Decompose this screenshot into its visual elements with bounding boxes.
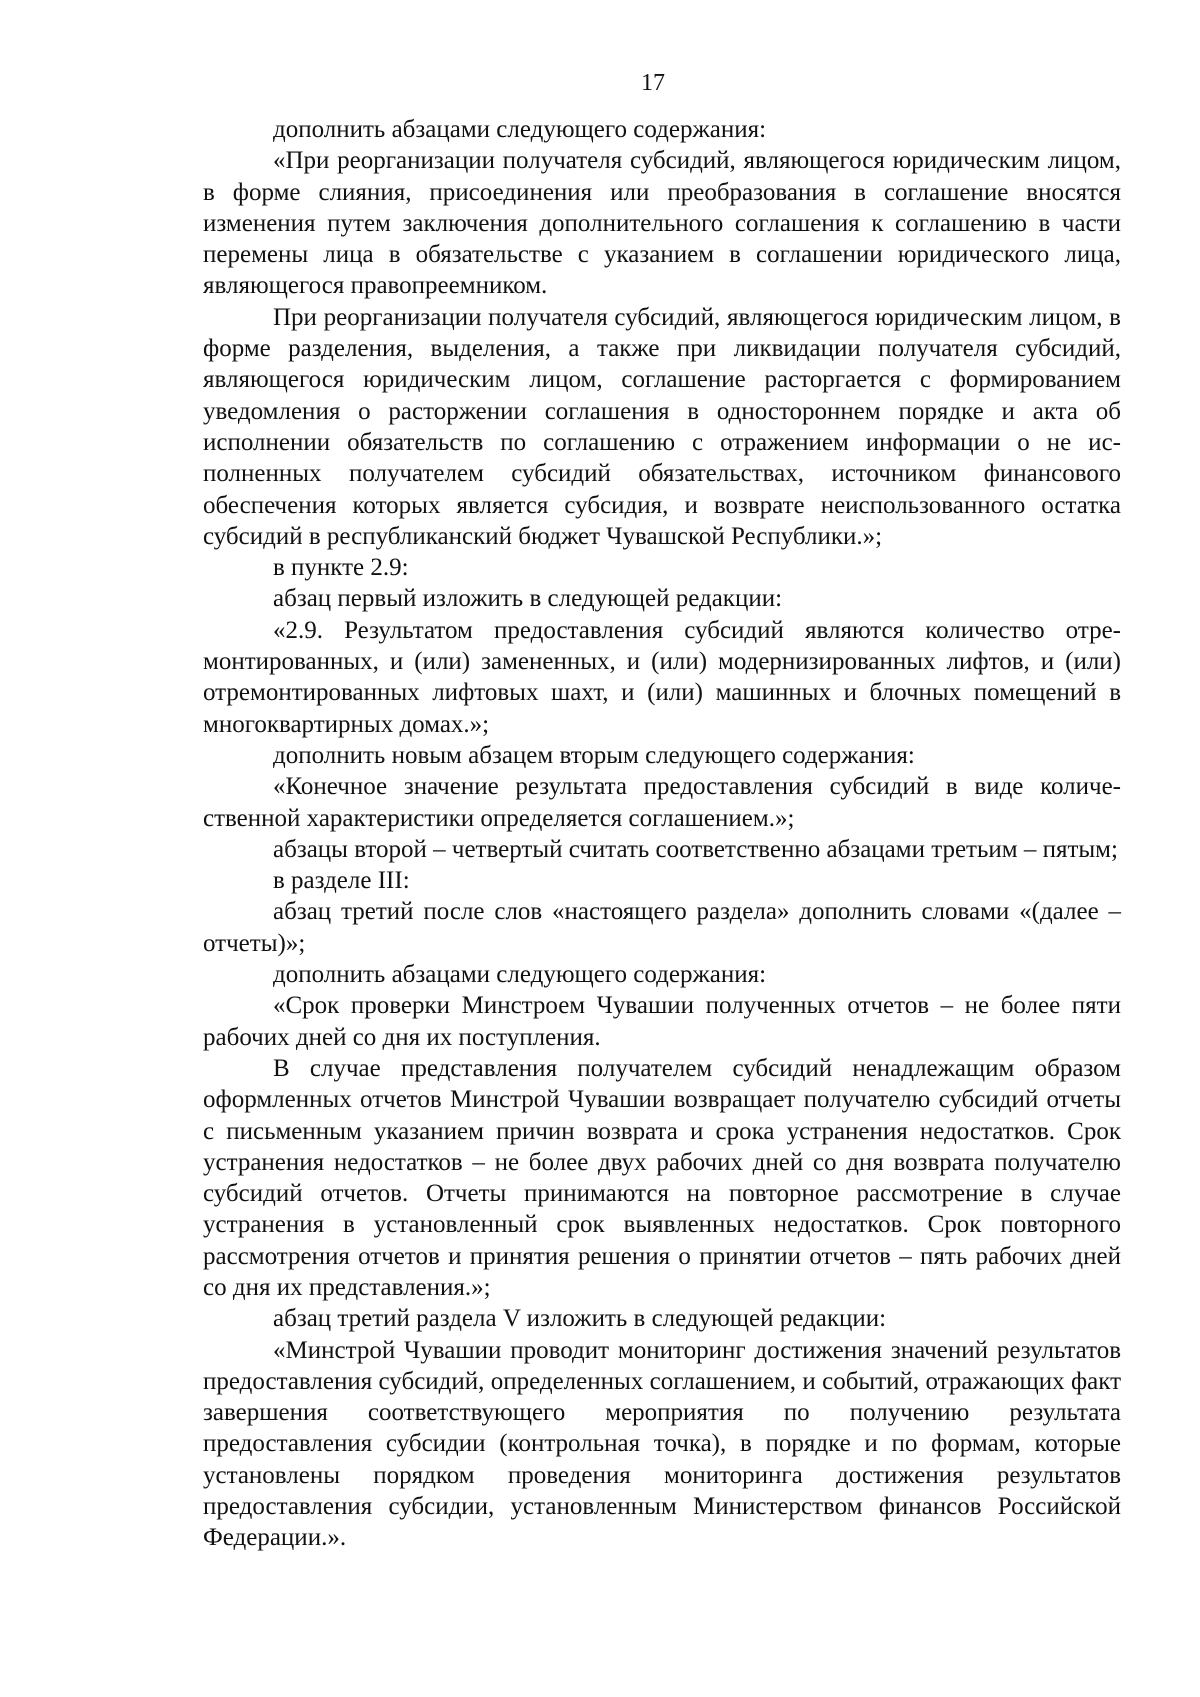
paragraph: абзац третий раздела V изложить в следующей редакции:: [273, 1305, 887, 1333]
paragraph: абзац третий после слов «настоящего раздела» дополнить словами «(далее – отчеты)»;: [203, 898, 1121, 957]
paragraph: «Минстрой Чувашии проводит мониторинг достижения значений результатов предоставления субсидий, определенных соглашением, и событий, отражающих факт завершения соответствующего мероприятия по получению результата предоставления субсидии (контрольная точка), в порядке и по формам, которые установлены порядком проведения мониторинга достижения результатов предоставления субсидии, установленным Министерством финансов Российской Федерации.».: [203, 1336, 1121, 1552]
paragraph: «2.9. Результатом предоставления субсидий являются количество отремонтированных, и (или) замененных, и (или) модернизированных лифтов, и (или) отремонтированных лифтовых шахт, и (или) машинных и блочных помещений в многоквартирных домах.»;: [203, 616, 1121, 738]
paragraph: дополнить абзацами следующего содержания:: [273, 961, 767, 989]
paragraph: дополнить новым абзацем вторым следующего содержания:: [273, 741, 915, 769]
paragraph: «Срок проверки Минстроем Чувашии полученных отчетов – не более пяти рабочих дней со дня их поступления.: [203, 992, 1121, 1051]
paragraph: При реорганизации получателя субсидий, являющегося юридическим лицом, в форме разделения, выделения, а также при ликвидации получателя субсидий, являющегося юридическим лицом, соглашение расторгается с формированием уведомления о расторжении соглашения в одностороннем порядке и акта об исполнении обязательств по соглашению с отражением информации о не исполненных получателем субсидий обязательствах, источником финансового обеспечения которых является субсидия, и возврате неиспользованного остатка субсидий в республиканский бюджет Чувашской Республики.»;: [203, 303, 1121, 550]
paragraph: абзацы второй – четвертый считать соответственно абзацами третьим – пятым;: [273, 835, 1118, 863]
page-number: 17: [641, 70, 665, 96]
paragraph: абзац первый изложить в следующей редакции:: [273, 585, 783, 613]
paragraph: в разделе III:: [273, 867, 410, 895]
paragraph: В случае представления получателем субсидий ненадлежащим образом оформленных отчетов Минстрой Чувашии возвращает получателю субсидий отчеты с письменным указанием причин возврата и срока устранения недостатков. Срок устранения недостатков – не более двух рабочих дней со дня возврата получателю субсидий отчетов. Отчеты принимаются на повторное рассмотрение в случае устранения в установленный срок выявленных недостатков. Срок повторного рассмотрения отчетов и принятия решения о принятии отчетов – пять рабочих дней со дня их представления.»;: [203, 1054, 1121, 1301]
document-body: [203, 114, 1121, 1554]
paragraph: «Конечное значение результата предоставления субсидий в виде количественной характеристики определяется соглашением.»;: [203, 773, 1121, 832]
paragraph: в пункте 2.9:: [273, 554, 409, 582]
paragraph: «При реорганизации получателя субсидий, являющегося юридическим лицом, в форме слияния, присоединения или преобразования в соглашение вносятся изменения путем заключения дополнительного соглашения к соглашению в части перемены лица в обязательстве с указанием в соглашении юридического лица, являющегося правопреемником.: [203, 147, 1121, 300]
paragraph: дополнить абзацами следующего содержания:: [273, 116, 767, 143]
